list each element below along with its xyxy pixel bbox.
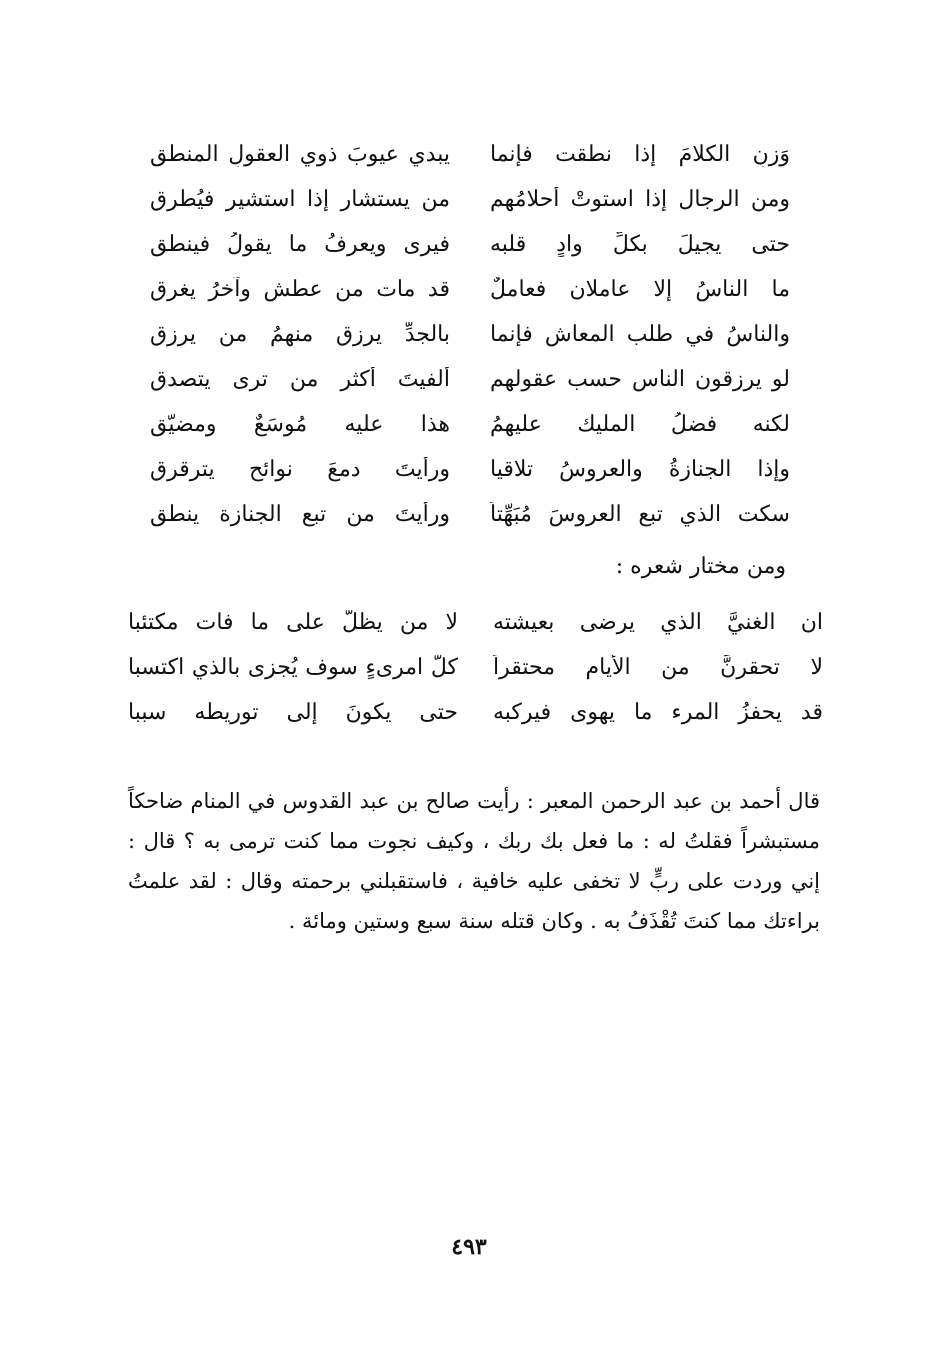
verse-line: [150, 447, 790, 492]
verse-hemistich-second: قد مات من عطشٍ وآخرُ يغرق: [150, 277, 450, 302]
verse-line: [150, 402, 790, 447]
verse-line: [128, 645, 823, 690]
verse-hemistich-second: ألفيتَ أكثر من ترى يتصدق: [150, 367, 450, 392]
verse-line: [128, 690, 823, 735]
verse-hemistich-first: ما الناسُ إلا عاملان فعاملٌ: [490, 277, 790, 302]
verse-line: [150, 267, 790, 312]
poem-second: [128, 600, 823, 735]
prose-paragraph: قال أحمد بن عبد الرحمن المعبر : رأيت صالح بن عبد القدوس في المنام ضاحكاً مستبشراً فقلتُ له : ما فعل بك ربك ، وكيف نجوت مما كنت ترمى به ؟ قال : إني وردت على ربٍّ لا تخفى عليه خافية ، فاستقبلني برحمته وقال : لقد علمتُ براءتك مما كنتَ تُقْذَفُ به . وكان قتله سنة سبع وستين ومائة .: [128, 789, 820, 933]
page-number: ٤٩٣: [451, 1234, 487, 1260]
verse-hemistich-second: ورأيتَ من تبع الجنازة ينطق: [150, 502, 450, 527]
verse-hemistich-second: ورأيتَ دمعَ نوائحٍ يترقرق: [150, 457, 450, 482]
verse-line: [150, 357, 790, 402]
verse-line: [150, 222, 790, 267]
verse-line: [150, 492, 790, 537]
verse-hemistich-first: حتى يجيلَ بكلِّ وادٍ قلبه: [490, 232, 790, 257]
verse-line: [150, 177, 790, 222]
verse-hemistich-first: لا تحقرنَّ من الأيام محتقراً: [493, 655, 823, 680]
verse-hemistich-first: لكنه فضلُ المليك عليهمُ: [490, 412, 790, 437]
verse-hemistich-second: بالجدِّ يرزق منهمُ من يرزق: [150, 322, 450, 347]
poem-intro-line: ومن مختار شعره :: [615, 554, 786, 579]
verse-line: [128, 600, 823, 645]
verse-hemistich-second: حتى يكونَ إلى توريطه سببا: [128, 700, 458, 725]
verse-hemistich-first: والناسُ في طلب المعاش فإنما: [490, 322, 790, 347]
verse-hemistich-first: وَزنِ الكلامَ إذا نطقت فإنما: [490, 142, 790, 167]
verse-hemistich-first: وإذا الجنازةُ والعروسُ تلاقيا: [490, 457, 790, 482]
verse-hemistich-first: قد يحفزُ المرء ما يهوى فيركبه: [493, 700, 823, 725]
poem-first: [150, 132, 790, 537]
verse-line: [150, 312, 790, 357]
verse-hemistich-first: ومن الرجال إذا استوتْ أحلامُهم: [490, 187, 790, 212]
verse-hemistich-first: لو يرزقون الناس حسب عقولهم: [490, 367, 790, 392]
verse-line: [150, 132, 790, 177]
verse-hemistich-second: من يستشار إذا استشير فيُطرق: [150, 187, 450, 212]
verse-hemistich-second: فيرى ويعرفُ ما يقولُ فينطق: [150, 232, 450, 257]
verse-hemistich-second: يبدي عيوبَ ذوي العقولِ المنطق: [150, 142, 450, 167]
verse-hemistich-second: كلُّ امرىءٍ سوف يُجزى بالذي اكتسبا: [128, 655, 458, 680]
verse-hemistich-second: لا من يظلُّ على ما فات مكتئبا: [128, 610, 458, 635]
verse-hemistich-first: سكت الذي تبع العروسَ مُبَهِّتاً: [490, 502, 790, 527]
verse-hemistich-second: هذا عليه مُوسَعٌ ومضيّق: [150, 412, 450, 437]
verse-hemistich-first: ان الغنيَّ الذي يرضى بعيشته: [493, 610, 823, 635]
